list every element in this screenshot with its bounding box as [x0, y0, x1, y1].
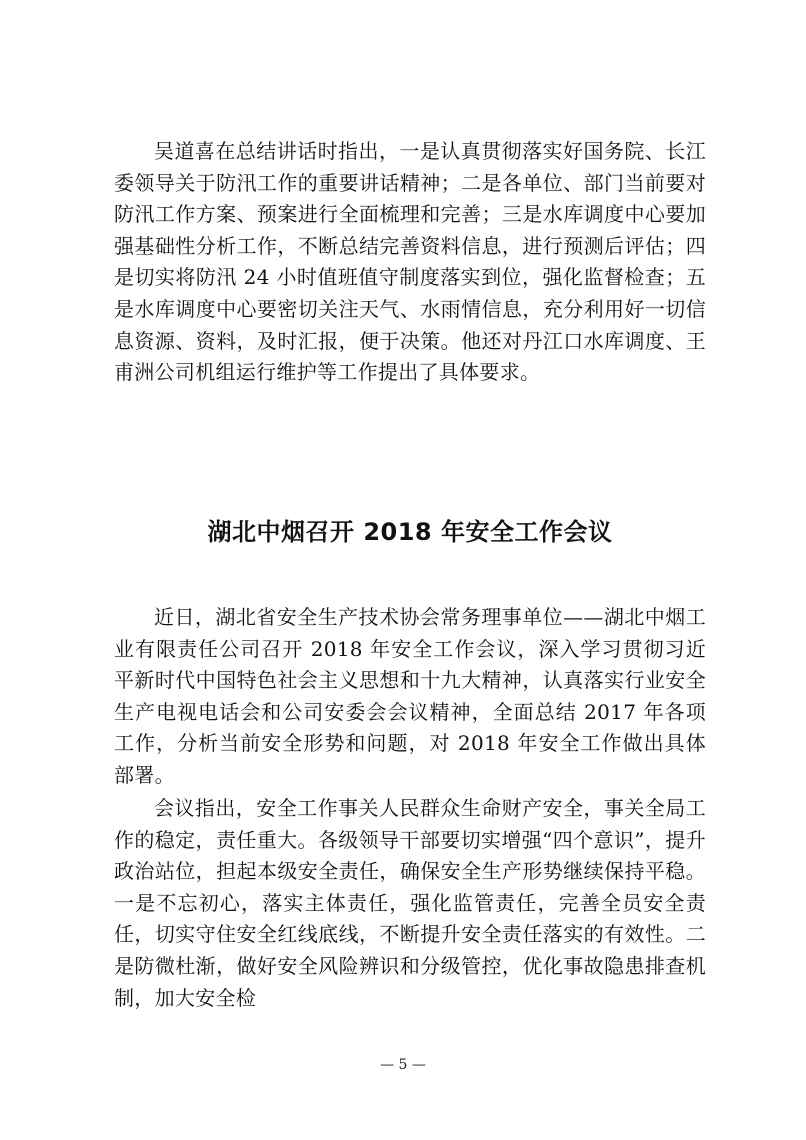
- article-heading: 湖北中烟召开 2018 年安全工作会议: [207, 518, 613, 546]
- paragraph-summary-speech: 吴道喜在总结讲话时指出，一是认真贯彻落实好国务院、长江委领导关于防汛工作的重要讲话精神；二是各单位、部门当前要对防汛工作方案、预案进行全面梳理和完善；三是水库调度中心要加强基础性分析工作，不断总结完善资料信息，进行预测后评估；四是切实将防汛 24 小时值班值守制度落实到位，强化监督检查；五是水库调度中心要密切关注天气、水雨情信息，充分利用好一切信息资源、资料，及时汇报，便于决策。他还对丹江口水库调度、王甫洲公司机组运行维护等工作提出了具体要求。: [114, 139, 706, 385]
- paragraph-meeting-points: 会议指出，安全工作事关人民群众生命财产安全，事关全局工作的稳定，责任重大。各级领导干部要切实增强“四个意识”，提升政治站位，担起本级安全责任，确保安全生产形势继续保持平稳。一是不忘初心，落实主体责任，强化监管责任，完善全员安全责任，切实守住安全红线底线，不断提升安全责任落实的有效性。二是防微杜渐，做好安全风险辨识和分级管控，优化事故隐患排查机制，加大安全检: [114, 796, 706, 1010]
- paragraph-meeting-intro: 近日，湖北省安全生产技术协会常务理事单位——湖北中烟工业有限责任公司召开 2018 年安全工作会议，深入学习贯彻习近平新时代中国特色社会主义思想和十九大精神，认真落实行业安全生产电视电话会和公司安委会会议精神，全面总结 2017 年各项工作，分析当前安全形势和问题，对 2018 年安全工作做出具体部署。: [114, 605, 706, 787]
- page-number: — 5 —: [380, 1057, 426, 1073]
